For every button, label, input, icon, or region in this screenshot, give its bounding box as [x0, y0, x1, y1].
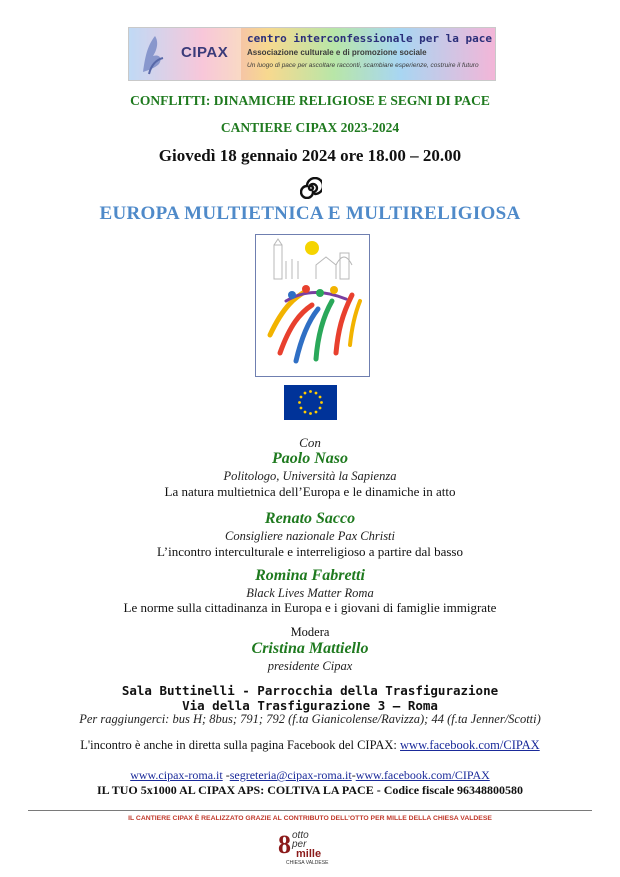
svg-text:8: 8 [278, 830, 291, 859]
header-banner [128, 27, 496, 81]
org-title: centro interconfessionale per la pace [247, 32, 493, 45]
speaker-name: Renato Sacco [264, 510, 356, 527]
eu-star [300, 407, 303, 410]
eu-star [304, 411, 307, 414]
eu-star [319, 407, 322, 410]
venue-address: Via della Trasfigurazione 3 – Roma [182, 698, 438, 713]
divider [28, 810, 592, 811]
speaker-name: Paolo Naso [272, 450, 348, 467]
moderator-role: presidente Cipax [267, 659, 353, 673]
talk-title: La natura multietnica dell’Europa e le dinamiche in atto [164, 484, 456, 499]
moderator-label: Modera [290, 625, 330, 639]
with-label: Con [299, 435, 321, 450]
logo-text: otto [292, 830, 309, 841]
eu-star [319, 396, 322, 399]
org-subtitle: Associazione culturale e di promozione sociale [247, 48, 427, 57]
directions: Per raggiungerci: bus H; 8bus; 791; 792 (f.ta Gianicolense/Ravizza); 44 (f.ta Jenner/Scotti) [79, 712, 541, 726]
facebook-page-link[interactable]: www.facebook.com/CIPAX [355, 768, 490, 782]
eu-star [298, 401, 301, 404]
facebook-link[interactable]: www.facebook.com/CIPAX [400, 738, 540, 752]
logo-text: per [292, 839, 307, 850]
donation-note: IL TUO 5x1000 AL CIPAX APS: COLTIVA LA PACE - Codice fiscale 96348800580 [96, 783, 524, 797]
live-stream-text: L'incontro è anche in diretta sulla pagina Facebook del CIPAX: [80, 738, 401, 752]
email-link[interactable]: segreteria@cipax-roma.it [229, 768, 352, 782]
logo-text: CHIESA VALDESE [286, 860, 329, 866]
spiral-icon [300, 177, 322, 199]
separator: - [351, 768, 356, 782]
venue-name: Sala Buttinelli - Parrocchia della Trasfigurazione [121, 683, 499, 698]
logo-text: mille [296, 848, 322, 860]
talk-title: Le norme sulla cittadinanza in Europa e i giovani di famiglie immigrate [123, 600, 497, 615]
event-title: EUROPA MULTIETNICA E MULTIRELIGIOSA [99, 203, 521, 224]
contact-links [0, 768, 620, 783]
eu-star [309, 390, 312, 393]
event-date: Giovedì 18 gennaio 2024 ore 18.00 – 20.00 [158, 146, 462, 165]
eu-star [315, 392, 318, 395]
speaker-role: Black Lives Matter Roma [246, 586, 374, 600]
eu-star [309, 412, 312, 415]
multicultural-illustration [255, 234, 370, 377]
otto-per-mille-logo [272, 827, 348, 867]
series-subtitle: CANTIERE CIPAX 2023-2024 [220, 120, 400, 135]
series-title: CONFLITTI: DINAMICHE RELIGIOSE E SEGNI DI PACE [130, 93, 490, 108]
funding-note: IL CANTIERE CIPAX È REALIZZATO GRAZIE AL CONTRIBUTO DELL’OTTO PER MILLE DELLA CHIESA VALDESE [128, 815, 492, 822]
moderator-name: Cristina Mattiello [251, 640, 369, 657]
eu-star [304, 392, 307, 395]
eu-flag-icon [284, 385, 337, 420]
talk-title: L’incontro interculturale e interreligioso a partire dal basso [157, 544, 463, 559]
speaker-name: Romina Fabretti [255, 567, 365, 584]
org-tagline: Un luogo di pace per ascoltare racconti, scambiare esperienze, costruire il futuro [247, 62, 479, 69]
eu-star [315, 411, 318, 414]
separator: - [222, 768, 230, 782]
website-link[interactable]: www.cipax-roma.it [130, 768, 223, 782]
eu-star [300, 396, 303, 399]
live-stream-notice [0, 738, 620, 753]
org-name: CIPAX [181, 44, 229, 61]
speaker-role: Consigliere nazionale Pax Christi [224, 529, 396, 543]
speaker-role: Politologo, Università la Sapienza [223, 469, 397, 483]
eu-star [320, 401, 323, 404]
dove-icon [129, 28, 181, 80]
